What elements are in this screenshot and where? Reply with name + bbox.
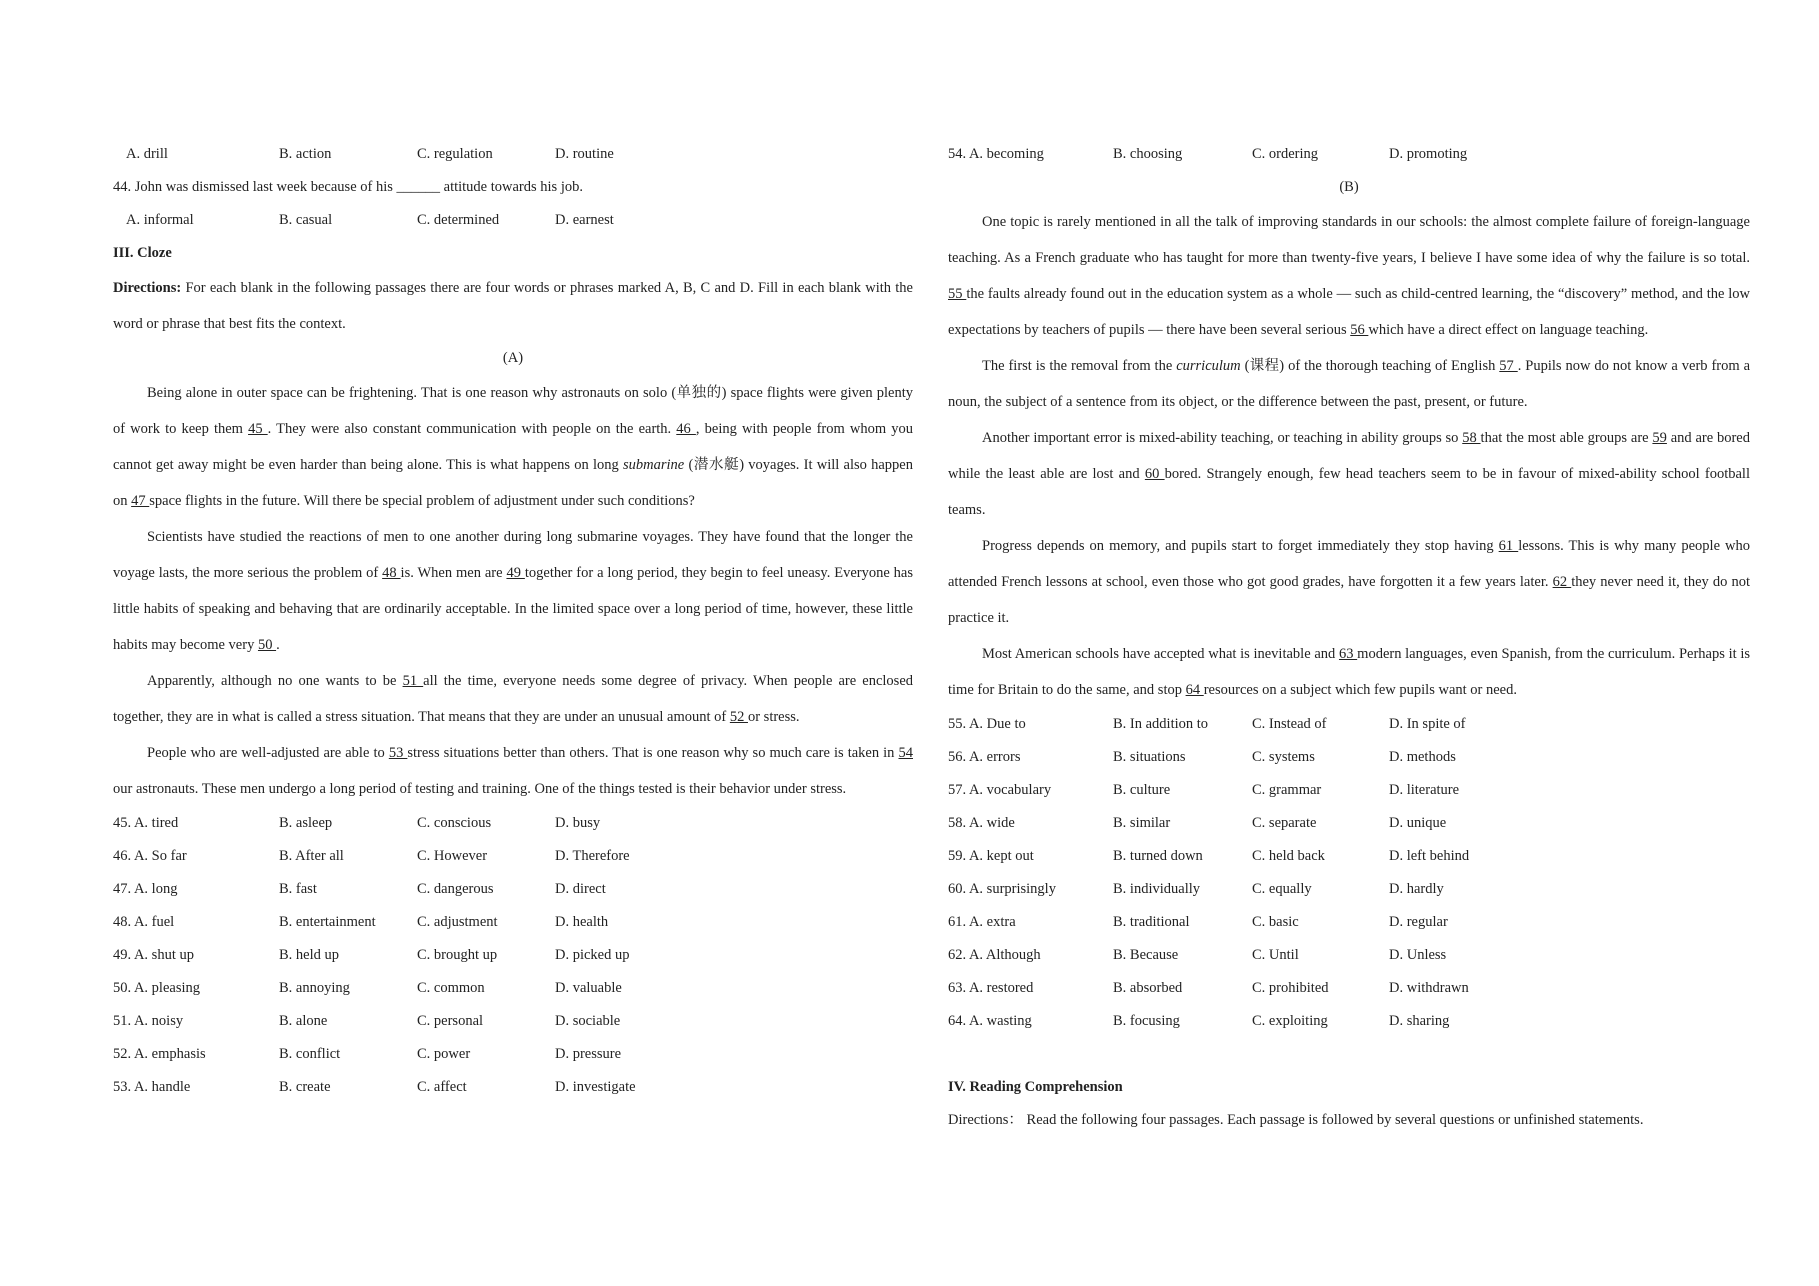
passage-b-options bbox=[948, 708, 1750, 1038]
blank-55[interactable]: 55 bbox=[948, 286, 967, 302]
passage-a-paragraph-4: People who are well-adjusted are able to 53 stress situations better than others. That is one reason why so much care is taken in 54 our astronauts. These men undergo a long period of testing and training. One of the things tested is their behavior under stress. bbox=[113, 745, 913, 797]
option-row bbox=[113, 1071, 913, 1104]
option-b: B. traditional bbox=[1113, 914, 1190, 930]
question-54-options bbox=[948, 138, 1750, 171]
option-d: D. busy bbox=[555, 815, 601, 831]
option-a: 60. A. surprisingly bbox=[948, 881, 1056, 897]
option-row bbox=[113, 840, 913, 873]
directions-text: Read the following four passages. Each passage is followed by several questions or unfinished statements. bbox=[1022, 1112, 1644, 1128]
option-b: B. Because bbox=[1113, 947, 1179, 963]
option-b: B. turned down bbox=[1113, 848, 1203, 864]
option-d: D. unique bbox=[1389, 815, 1447, 831]
option-d: D. valuable bbox=[555, 980, 622, 996]
passage-label-b: (B) bbox=[1339, 179, 1359, 195]
option-b: B. After all bbox=[279, 848, 344, 864]
option-c: C. determined bbox=[417, 212, 500, 228]
option-b: B. action bbox=[279, 146, 332, 162]
option-row bbox=[113, 906, 913, 939]
option-b: B. create bbox=[279, 1079, 331, 1095]
option-b: B. entertainment bbox=[279, 914, 376, 930]
blank-59[interactable]: 59 bbox=[1652, 430, 1667, 446]
option-a: 63. A. restored bbox=[948, 980, 1034, 996]
option-row bbox=[113, 939, 913, 972]
blank-51[interactable]: 51 bbox=[402, 673, 424, 689]
option-a: 54. A. becoming bbox=[948, 146, 1044, 162]
option-a: 57. A. vocabulary bbox=[948, 782, 1052, 798]
reading-directions bbox=[948, 1104, 1750, 1137]
left-column bbox=[113, 138, 913, 1104]
passage-a-options bbox=[113, 807, 913, 1104]
option-a: 47. A. long bbox=[113, 881, 178, 897]
option-c: C. However bbox=[417, 848, 488, 864]
option-b: B. situations bbox=[1113, 749, 1186, 765]
cloze-directions bbox=[113, 270, 913, 342]
passage-b-paragraph-3: Another important error is mixed-ability teaching, or teaching in ability groups so 58 that the most able groups are 59 and are bored while the least able are lost and 60 bored. Strangely enough, few head teachers seem to be in favour of mixed-ability school football teams. bbox=[948, 430, 1750, 518]
blank-46[interactable]: 46 bbox=[676, 421, 696, 437]
option-d: D. pressure bbox=[555, 1046, 622, 1062]
option-b: B. absorbed bbox=[1113, 980, 1183, 996]
option-d: D. sociable bbox=[555, 1013, 621, 1029]
directions-text: For each blank in the following passages there are four words or phrases marked A, B, C and D. Fill in each blank with the word or phrase that best fits the context. bbox=[113, 280, 913, 332]
option-d: D. withdrawn bbox=[1389, 980, 1469, 996]
option-b: B. individually bbox=[1113, 881, 1200, 897]
option-a: 58. A. wide bbox=[948, 815, 1015, 831]
option-b: B. casual bbox=[279, 212, 333, 228]
passage-b-paragraph-1: One topic is rarely mentioned in all the talk of improving standards in our schools: the almost complete failure of foreign-language teaching. As a French graduate who has taught for more than twenty-five years, I believe I have some idea of why the failure is so total. 55 the faults already found out in the education system as a whole — such as child-centred learning, the “discovery” method, and the low expectations by teachers of pupils — there have been several serious 56 which have a direct effect on language teaching. bbox=[948, 214, 1751, 338]
option-b: B. alone bbox=[279, 1013, 328, 1029]
option-a: 49. A. shut up bbox=[113, 947, 194, 963]
option-d: D. methods bbox=[1389, 749, 1456, 765]
blank-50[interactable]: 50 bbox=[257, 637, 277, 653]
option-b: B. asleep bbox=[279, 815, 333, 831]
passage-a-paragraph-1: Being alone in outer space can be frightening. That is one reason why astronauts on solo (单独的) space flights were given plenty of work to keep them 45 . They were also constant communication with people on the earth. 46 , being with people from whom you cannot get away might be even harder than being alone. This is what happens on long submarine (潜水艇) voyages. It will also happen on 47 space flights in the future. Will there be special problem of adjustment under such conditions? bbox=[113, 385, 913, 509]
directions-label: Directions： bbox=[948, 1112, 1023, 1128]
option-row bbox=[948, 906, 1750, 939]
option-d: D. left behind bbox=[1389, 848, 1470, 864]
option-a: 59. A. kept out bbox=[948, 848, 1034, 864]
option-c: C. affect bbox=[417, 1079, 467, 1095]
option-row bbox=[948, 873, 1750, 906]
option-a: 62. A. Although bbox=[948, 947, 1041, 963]
option-row bbox=[948, 708, 1750, 741]
passage-b-paragraph-4: Progress depends on memory, and pupils start to forget immediately they stop having 61 lessons. This is why many people who attended French lessons at school, even those who got good grades, have forgotten it a few years later. 62 they never need it, they do not practice it. bbox=[948, 538, 1751, 626]
blank-61[interactable]: 61 bbox=[1498, 538, 1519, 554]
option-b: B. conflict bbox=[279, 1046, 341, 1062]
option-row bbox=[113, 972, 913, 1005]
option-d: D. picked up bbox=[555, 947, 630, 963]
option-row bbox=[113, 1005, 913, 1038]
option-a: 55. A. Due to bbox=[948, 716, 1026, 732]
option-row bbox=[113, 873, 913, 906]
section-title-cloze: III. Cloze bbox=[113, 245, 172, 261]
option-row bbox=[948, 1005, 1750, 1038]
blank-48[interactable]: 48 bbox=[382, 565, 401, 581]
option-b: B. culture bbox=[1113, 782, 1171, 798]
option-d: D. health bbox=[555, 914, 609, 930]
option-d: D. Therefore bbox=[555, 848, 630, 864]
section-title-reading: IV. Reading Comprehension bbox=[948, 1079, 1123, 1095]
option-d: D. routine bbox=[555, 146, 614, 162]
option-c: C. dangerous bbox=[417, 881, 494, 897]
option-row bbox=[113, 807, 913, 840]
option-a: A. drill bbox=[126, 146, 168, 162]
option-row bbox=[948, 774, 1750, 807]
option-c: C. systems bbox=[1252, 749, 1315, 765]
option-b: B. annoying bbox=[279, 980, 350, 996]
option-c: C. personal bbox=[417, 1013, 484, 1029]
blank-60[interactable]: 60 bbox=[1144, 466, 1165, 482]
option-b: B. fast bbox=[279, 881, 317, 897]
option-c: C. grammar bbox=[1252, 782, 1322, 798]
option-d: D. sharing bbox=[1389, 1013, 1450, 1029]
option-b: B. focusing bbox=[1113, 1013, 1180, 1029]
option-a: 50. A. pleasing bbox=[113, 980, 200, 996]
option-a: 56. A. errors bbox=[948, 749, 1021, 765]
option-a: 45. A. tired bbox=[113, 815, 179, 831]
option-c: C. power bbox=[417, 1046, 471, 1062]
blank-64[interactable]: 64 bbox=[1185, 682, 1204, 698]
option-c: C. exploiting bbox=[1252, 1013, 1328, 1029]
right-column bbox=[948, 138, 1750, 1137]
option-a: A. informal bbox=[126, 212, 194, 228]
option-c: C. equally bbox=[1252, 881, 1312, 897]
option-c: C. ordering bbox=[1252, 146, 1319, 162]
option-c: C. regulation bbox=[417, 146, 493, 162]
option-d: D. regular bbox=[1389, 914, 1448, 930]
option-row bbox=[948, 939, 1750, 972]
option-row bbox=[948, 741, 1750, 774]
option-d: D. hardly bbox=[1389, 881, 1444, 897]
option-c: C. held back bbox=[1252, 848, 1325, 864]
option-b: B. In addition to bbox=[1113, 716, 1209, 732]
option-d: D. In spite of bbox=[1389, 716, 1466, 732]
option-b: B. similar bbox=[1113, 815, 1171, 831]
option-c: C. common bbox=[417, 980, 485, 996]
question-43-options bbox=[113, 138, 913, 171]
question-44-options bbox=[113, 204, 913, 237]
option-a: 52. A. emphasis bbox=[113, 1046, 206, 1062]
blank-62[interactable]: 62 bbox=[1552, 574, 1572, 590]
question-44: 44. John was dismissed last week because of his ______ attitude towards his job. bbox=[113, 179, 583, 195]
option-b: B. choosing bbox=[1113, 146, 1183, 162]
option-row bbox=[948, 840, 1750, 873]
passage-b-paragraph-5: Most American schools have accepted what is inevitable and 63 modern languages, even Spanish, from the curriculum. Perhaps it is time for Britain to do the same, and stop 64 resources on a subject which few pupils want or need. bbox=[948, 646, 1751, 698]
option-a: 53. A. handle bbox=[113, 1079, 191, 1095]
option-c: C. brought up bbox=[417, 947, 498, 963]
option-d: D. promoting bbox=[1389, 146, 1468, 162]
blank-56[interactable]: 56 bbox=[1350, 322, 1369, 338]
option-b: B. held up bbox=[279, 947, 340, 963]
blank-58[interactable]: 58 bbox=[1462, 430, 1481, 446]
option-d: D. direct bbox=[555, 881, 606, 897]
option-c: C. Until bbox=[1252, 947, 1299, 963]
spacer bbox=[948, 1038, 1750, 1071]
option-a: 61. A. extra bbox=[948, 914, 1016, 930]
passage-a-paragraph-3: Apparently, although no one wants to be 51 all the time, everyone needs some degree of privacy. When people are enclosed together, they are in what is called a stress situation. That means that they are under an unusual amount of 52 or stress. bbox=[113, 673, 914, 725]
blank-47[interactable]: 47 bbox=[131, 493, 150, 509]
directions-label: Directions: bbox=[113, 280, 182, 296]
blank-45[interactable]: 45 bbox=[248, 421, 268, 437]
blank-53[interactable]: 53 bbox=[388, 745, 408, 761]
option-c: C. separate bbox=[1252, 815, 1317, 831]
option-d: D. investigate bbox=[555, 1079, 636, 1095]
blank-49[interactable]: 49 bbox=[506, 565, 525, 581]
option-d: D. literature bbox=[1389, 782, 1460, 798]
option-a: 46. A. So far bbox=[113, 848, 187, 864]
blank-54[interactable]: 54 bbox=[898, 745, 913, 761]
option-a: 48. A. fuel bbox=[113, 914, 175, 930]
option-c: C. basic bbox=[1252, 914, 1299, 930]
option-c: C. prohibited bbox=[1252, 980, 1329, 996]
option-row bbox=[113, 1038, 913, 1071]
blank-52[interactable]: 52 bbox=[729, 709, 748, 725]
option-a: 64. A. wasting bbox=[948, 1013, 1032, 1029]
option-c: C. conscious bbox=[417, 815, 492, 831]
blank-63[interactable]: 63 bbox=[1338, 646, 1358, 662]
option-a: 51. A. noisy bbox=[113, 1013, 184, 1029]
option-row bbox=[948, 807, 1750, 840]
passage-a-paragraph-2: Scientists have studied the reactions of men to one another during long submarine voyages. They have found that the longer the voyage lasts, the more serious the problem of 48 is. When men are 49 together for a long period, they begin to feel uneasy. Everyone has little habits of speaking and behaving that are ordinarily acceptable. In the limited space over a long period of time, however, these little habits may become very 50 . bbox=[113, 529, 914, 653]
passage-label-a: (A) bbox=[502, 350, 524, 366]
passage-b-paragraph-2: The first is the removal from the curriculum (课程) of the thorough teaching of English 57 . Pupils now do not know a verb from a noun, the subject of a sentence from its object, or the difference between the past, present, or future. bbox=[948, 358, 1751, 410]
blank-57[interactable]: 57 bbox=[1499, 358, 1518, 374]
option-c: C. Instead of bbox=[1252, 716, 1327, 732]
option-d: D. Unless bbox=[1389, 947, 1447, 963]
option-row bbox=[948, 972, 1750, 1005]
option-c: C. adjustment bbox=[417, 914, 498, 930]
option-d: D. earnest bbox=[555, 212, 614, 228]
